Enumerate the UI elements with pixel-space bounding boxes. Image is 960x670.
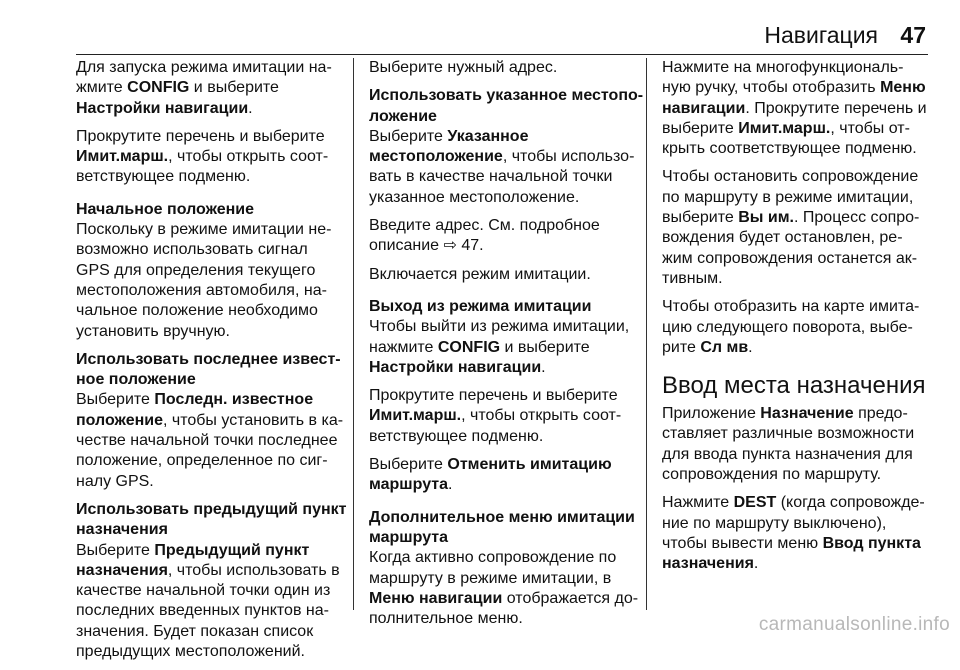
paragraph: Чтобы остановить сопровождение по маршруту в режиме имитации, выберите Вы им.. Процесс сопро- вождения будет остановлен, ре- жим сопровождения останется ак- тивным. (662, 168, 920, 287)
page-header (0, 0, 960, 58)
paragraph: Для запуска режима имитации на- жмите CONFIG и выберите Настройки навигации. (76, 59, 332, 117)
paragraph: Поскольку в режиме имитации не- возможно использовать сигнал GPS для определения текущего местоположения автомобиля, на- чальное положение необходимо установить вручную. (76, 221, 332, 340)
subheading: Начальное положение (76, 200, 255, 218)
column-1 (76, 58, 352, 670)
watermark: carmanualsonline.info (758, 614, 950, 635)
paragraph: Выберите Предыдущий пункт назначения, чтобы использовать в качестве начальной точки один из последних введенных пунктов на- значения. Будет показан список предыдущих местоположений. (76, 541, 340, 661)
column-divider (353, 58, 354, 610)
page-ref-arrow-icon: ⇨ (443, 237, 457, 255)
paragraph: Нажмите на многофункциональ- ную ручку, чтобы отобразить Меню навигации. Прокрутите перечень и выберите Имит.марш., чтобы от- крыть соответствующее подменю. (662, 59, 927, 158)
paragraph: Прокрутите перечень и выберите Имит.марш., чтобы открыть соот- ветствующее подменю. (369, 387, 622, 445)
column-divider (646, 58, 647, 610)
paragraph: Выберите Указанное местоположение, чтобы использо- вать в качестве начальной точки указанное местоположение. (369, 127, 635, 206)
paragraph: Приложение Назначение предо- ставляет различные возможности для ввода пункта назначения для сопровождения по маршруту. (662, 405, 915, 484)
paragraph: Нажмите DEST (когда сопровожде- ние по маршруту выключено), чтобы вывести меню Ввод пункта назначения. (662, 494, 925, 573)
section-title: Навигация (764, 22, 878, 48)
section-heading: Ввод места назначения (662, 372, 926, 400)
subheading: Использовать предыдущий пункт назначения (76, 500, 347, 539)
paragraph: Введите адрес. См. подробное описание ⇨ 47. (369, 217, 600, 255)
paragraph: Чтобы выйти из режима имитации, нажмите CONFIG и выберите Настройки навигации. (369, 318, 630, 376)
paragraph: Прокрутите перечень и выберите Имит.марш., чтобы открыть соот- ветствующее подменю. (76, 127, 329, 186)
page-number: 47 (900, 22, 926, 48)
column-2 (369, 58, 645, 637)
paragraph: Включается режим имитации. (369, 265, 591, 283)
header-rule (76, 54, 928, 55)
page-reference[interactable]: 47. (461, 237, 484, 255)
subheading: Выход из режима имитации (369, 297, 592, 315)
subheading: Использовать указанное местопо- ложение (369, 87, 644, 125)
column-3 (662, 58, 938, 583)
paragraph: Чтобы отобразить на карте имита- цию следующего поворота, выбе- рите Сл мв. (662, 298, 920, 356)
paragraph: Выберите нужный адрес. (369, 59, 558, 76)
paragraph: Выберите Отменить имитацию маршрута. (369, 456, 612, 494)
subheading: Дополнительное меню имитации маршрута (369, 508, 635, 546)
paragraph: Выберите Последн. известное положение, чтобы установить в ка- честве начальной точки последнее положение, определенное по сиг- налу GPS. (76, 391, 344, 490)
paragraph: Когда активно сопровождение по маршруту в режиме имитации, в Меню навигации отображается до- полнительное меню. (369, 549, 639, 628)
subheading: Использовать последнее извест- ное положение (76, 350, 341, 389)
